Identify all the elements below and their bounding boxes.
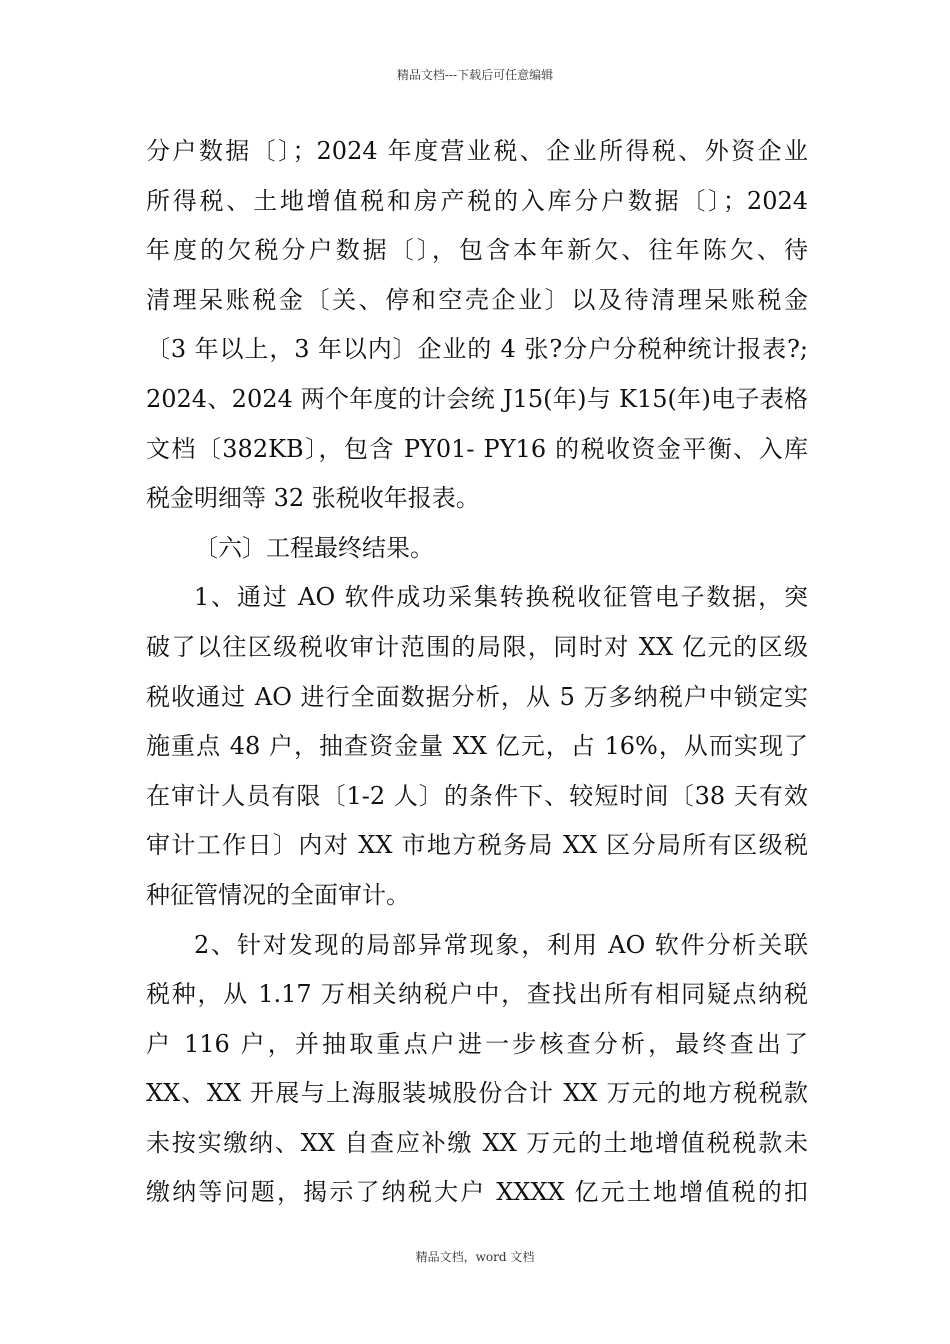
section-heading: 〔六〕工程最终结果。 (194, 533, 434, 562)
text-line: 户 116 户，并抽取重点户进一步核查分析，最终查出了 (146, 1029, 808, 1058)
text-line: 施重点 48 户，抽查资金量 XX 亿元，占 16%，从而实现了 (146, 732, 808, 761)
text-line: 种征管情况的全面审计。 (146, 880, 410, 909)
text-line: 2024、2024 两个年度的计会统 J15(年)与 K15(年)电子表格 (146, 384, 808, 413)
page-header: 精品文档---下载后可任意编辑 (396, 68, 554, 82)
text-line: 〔3 年以上，3 年以内〕企业的 4 张?分户分税种统计报表?; (146, 335, 808, 364)
text-line: 税种，从 1.17 万相关纳税户中，查找出所有相同疑点纳税 (146, 980, 808, 1009)
document-body (146, 127, 808, 1218)
text-line: 缴纳等问题，揭示了纳税大户 XXXX 亿元土地增值税的扣 (146, 1178, 808, 1207)
text-line: 审计工作日〕内对 XX 市地方税务局 XX 区分局所有区级税 (146, 831, 808, 860)
text-line: 分户数据〔〕；2024 年度营业税、企业所得税、外资企业 (146, 137, 808, 165)
text-line: 税金明细等 32 张税收年报表。 (146, 484, 480, 513)
text-line: 税收通过 AO 进行全面数据分析，从 5 万多纳税户中锁定实 (146, 682, 808, 711)
text-line: 破了以往区级税收审计范围的局限，同时对 XX 亿元的区级 (146, 632, 808, 661)
text-line: 未按实缴纳、XX 自查应补缴 XX 万元的土地增值税税款未 (146, 1128, 808, 1157)
text-line: 2、针对发现的局部异常现象，利用 AO 软件分析关联 (194, 930, 808, 959)
page-footer: 精品文档，word 文档 (415, 1250, 535, 1264)
text-line: 年度的欠税分户数据〔〕，包含本年新欠、往年陈欠、待 (146, 236, 808, 265)
text-line: XX、XX 开展与上海服装城股份合计 XX 万元的地方税税款 (146, 1079, 808, 1108)
text-line: 1、通过 AO 软件成功采集转换税收征管电子数据，突 (194, 583, 808, 612)
text-line: 文档〔382KB〕，包含 PY01- PY16 的税收资金平衡、入库 (146, 434, 808, 463)
text-line: 清理呆账税金〔关、停和空壳企业〕以及待清理呆账税金 (146, 285, 808, 314)
text-line: 所得税、土地增值税和房产税的入库分户数据〔〕；2024 (146, 186, 808, 215)
text-line: 在审计人员有限〔1-2 人〕的条件下、较短时间〔38 天有效 (146, 781, 808, 810)
